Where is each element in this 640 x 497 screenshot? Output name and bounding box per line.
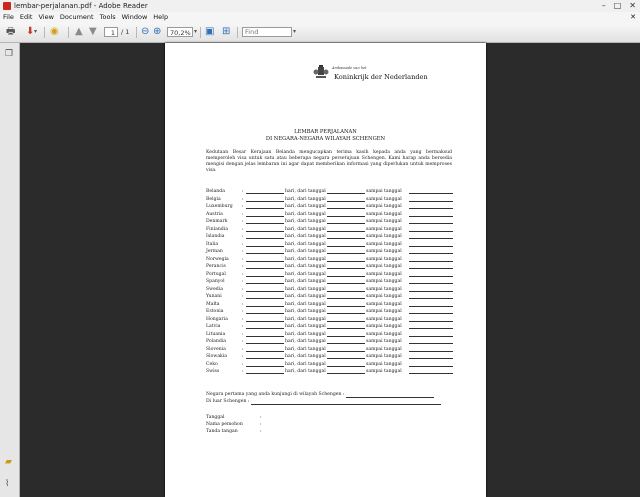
- country-name: Ceko: [206, 361, 218, 367]
- days-field: [246, 321, 284, 322]
- until-label: sampai tanggal: [366, 339, 402, 344]
- until-date-field: [409, 373, 453, 374]
- country-row: [206, 248, 456, 255]
- from-date-field: [327, 253, 365, 254]
- country-colon: :: [242, 324, 244, 329]
- until-date-field: [409, 216, 453, 217]
- country-colon: :: [242, 361, 244, 367]
- until-label: sampai tanggal: [366, 189, 402, 194]
- days-label: hari, dari tanggal: [285, 369, 326, 374]
- country-row: [206, 353, 456, 360]
- from-date-field: [327, 321, 365, 322]
- country-name: Denmark: [206, 219, 228, 224]
- zoom-in-icon[interactable]: ⊕: [153, 26, 162, 37]
- from-date-field: [327, 246, 365, 247]
- toolbar-separator: [68, 27, 69, 38]
- days-label: hari, dari tanggal: [285, 301, 326, 307]
- from-date-field: [327, 351, 365, 352]
- comment-icon[interactable]: ▰: [5, 457, 12, 467]
- days-field: [246, 201, 284, 202]
- until-date-field: [409, 351, 453, 352]
- pages-icon[interactable]: ❐: [5, 49, 14, 59]
- embassy-subtitle: Ambassade van het: [332, 66, 367, 70]
- signature-sign: Tanda tangan :: [206, 429, 262, 434]
- until-label: sampai tanggal: [366, 234, 402, 239]
- document-subtitle: DI NEGARA-NEGARA WILAYAH SCHENGEN: [265, 136, 386, 142]
- days-label: hari, dari tanggal: [285, 361, 326, 367]
- days-label: hari, dari tanggal: [285, 324, 326, 329]
- signature-label: Tanda tangan: [206, 429, 238, 434]
- attachment-icon[interactable]: ⌇: [5, 479, 10, 489]
- from-date-field: [327, 238, 365, 239]
- days-label: hari, dari tanggal: [285, 219, 326, 224]
- country-colon: :: [242, 256, 244, 262]
- country-colon: :: [242, 301, 244, 307]
- from-date-field: [327, 268, 365, 269]
- days-label: hari, dari tanggal: [285, 354, 326, 359]
- until-date-field: [409, 238, 453, 239]
- until-label: sampai tanggal: [366, 316, 402, 322]
- country-name: Luxemburg: [206, 204, 233, 209]
- until-label: sampai tanggal: [366, 271, 402, 277]
- until-label: sampai tanggal: [366, 241, 402, 247]
- toolbar-separator: [136, 27, 137, 38]
- from-date-field: [327, 261, 365, 262]
- from-date-field: [327, 291, 365, 292]
- document-viewer[interactable]: [20, 43, 640, 497]
- days-label: hari, dari tanggal: [285, 241, 326, 247]
- until-date-field: [409, 313, 453, 314]
- country-name: Spanyol: [206, 279, 225, 284]
- country-row: [206, 226, 456, 233]
- toolbar-separator: [44, 27, 45, 38]
- adobe-reader-icon: [3, 2, 11, 10]
- country-colon: :: [242, 271, 244, 277]
- until-label: sampai tanggal: [366, 331, 402, 337]
- country-colon: :: [242, 234, 244, 239]
- until-date-field: [409, 283, 453, 284]
- until-label: sampai tanggal: [366, 294, 402, 299]
- applicant-name-label: Nama pemohon: [206, 422, 243, 427]
- until-label: sampai tanggal: [366, 324, 402, 329]
- from-date-field: [327, 283, 365, 284]
- days-label: hari, dari tanggal: [285, 204, 326, 209]
- until-label: sampai tanggal: [366, 249, 402, 254]
- days-label: hari, dari tanggal: [285, 249, 326, 254]
- days-label: hari, dari tanggal: [285, 226, 326, 232]
- country-colon: :: [242, 211, 244, 217]
- share-icon[interactable]: ◉: [50, 26, 59, 37]
- from-date-field: [327, 193, 365, 194]
- menu-help[interactable]: Help: [153, 13, 169, 21]
- until-date-field: [409, 306, 453, 307]
- create-pdf-dropdown-icon[interactable]: ▾: [34, 28, 38, 35]
- country-row: [206, 263, 456, 270]
- country-name: Polandia: [206, 339, 226, 344]
- country-colon: :: [242, 294, 244, 299]
- from-date-field: [327, 373, 365, 374]
- days-field: [246, 268, 284, 269]
- days-field: [246, 253, 284, 254]
- days-field: [246, 351, 284, 352]
- country-name: Norwegia: [206, 256, 229, 262]
- days-label: hari, dari tanggal: [285, 331, 326, 337]
- from-date-field: [327, 328, 365, 329]
- days-field: [246, 373, 284, 374]
- country-row: [206, 368, 456, 375]
- country-row: [206, 331, 456, 338]
- zoom-level-select[interactable]: 70,2%: [167, 27, 193, 37]
- days-label: hari, dari tanggal: [285, 189, 326, 194]
- country-name: Malta: [206, 301, 220, 307]
- from-date-field: [327, 276, 365, 277]
- from-date-field: [327, 343, 365, 344]
- country-row: [206, 211, 456, 218]
- window-title: lembar-perjalanan.pdf - Adobe Reader: [14, 2, 148, 10]
- days-label: hari, dari tanggal: [285, 271, 326, 277]
- days-label: hari, dari tanggal: [285, 309, 326, 314]
- country-row: [206, 241, 456, 248]
- country-row: [206, 316, 456, 323]
- country-colon: :: [242, 354, 244, 359]
- days-label: hari, dari tanggal: [285, 234, 326, 239]
- coat-of-arms-icon: [313, 64, 329, 80]
- until-date-field: [409, 268, 453, 269]
- days-label: hari, dari tanggal: [285, 264, 326, 269]
- previous-page-icon[interactable]: ▲: [75, 26, 83, 37]
- days-label: hari, dari tanggal: [285, 279, 326, 284]
- until-date-field: [409, 193, 453, 194]
- days-field: [246, 343, 284, 344]
- until-label: sampai tanggal: [366, 369, 402, 374]
- country-colon: :: [242, 204, 244, 209]
- from-date-field: [327, 366, 365, 367]
- country-colon: :: [242, 346, 244, 352]
- outside-schengen-label: Di luar Schengen :: [206, 399, 250, 404]
- next-page-icon[interactable]: ▼: [89, 26, 97, 37]
- from-date-field: [327, 298, 365, 299]
- country-row: [206, 271, 456, 278]
- country-name: Perancis: [206, 264, 226, 269]
- menu-bar: [0, 12, 640, 23]
- days-label: hari, dari tanggal: [285, 346, 326, 352]
- fit-width-icon[interactable]: ⊞: [222, 26, 231, 37]
- days-field: [246, 216, 284, 217]
- date-label: Tanggal: [206, 415, 225, 420]
- days-field: [246, 358, 284, 359]
- menu-tools[interactable]: Tools: [99, 13, 116, 21]
- until-date-field: [409, 366, 453, 367]
- menu-document[interactable]: Document: [59, 13, 94, 21]
- fit-page-icon[interactable]: ▣: [205, 26, 215, 37]
- days-field: [246, 298, 284, 299]
- country-row: [206, 308, 456, 315]
- find-input[interactable]: [242, 27, 292, 37]
- toolbar: [0, 23, 640, 43]
- window-controls: [602, 0, 636, 12]
- country-name: Portugal: [206, 271, 226, 277]
- country-name: Yunani: [206, 294, 222, 299]
- until-date-field: [409, 261, 453, 262]
- page-total: / 1: [121, 28, 130, 36]
- country-name: Swedia: [206, 286, 223, 292]
- until-date-field: [409, 336, 453, 337]
- country-name: Jerman: [206, 249, 223, 254]
- country-row: [206, 196, 456, 203]
- days-label: hari, dari tanggal: [285, 196, 326, 202]
- days-field: [246, 223, 284, 224]
- until-label: sampai tanggal: [366, 264, 402, 269]
- until-date-field: [409, 253, 453, 254]
- country-name: Lituania: [206, 331, 226, 337]
- country-row: [206, 301, 456, 308]
- country-name: Hongaria: [206, 316, 228, 322]
- days-field: [246, 291, 284, 292]
- from-date-field: [327, 336, 365, 337]
- until-date-field: [409, 223, 453, 224]
- days-field: [246, 336, 284, 337]
- first-country-line: [206, 391, 434, 398]
- country-name: Belgia: [206, 196, 221, 202]
- from-date-field: [327, 216, 365, 217]
- print-icon[interactable]: 🖶: [6, 26, 16, 37]
- country-colon: :: [242, 286, 244, 292]
- country-colon: :: [242, 316, 244, 322]
- find-dropdown-icon[interactable]: ▾: [293, 28, 297, 35]
- days-field: [246, 246, 284, 247]
- country-name: Swiss: [206, 369, 220, 374]
- menu-window[interactable]: Window: [121, 13, 148, 21]
- until-date-field: [409, 231, 453, 232]
- days-label: hari, dari tanggal: [285, 339, 326, 344]
- until-label: sampai tanggal: [366, 354, 402, 359]
- until-date-field: [409, 201, 453, 202]
- days-field: [246, 231, 284, 232]
- country-colon: :: [242, 249, 244, 254]
- from-date-field: [327, 313, 365, 314]
- menu-view[interactable]: View: [38, 13, 54, 21]
- days-label: hari, dari tanggal: [285, 316, 326, 322]
- signature-date: Tanggal :: [206, 415, 262, 420]
- from-date-field: [327, 223, 365, 224]
- country-row: [206, 323, 456, 330]
- until-label: sampai tanggal: [366, 256, 402, 262]
- country-name: Italia: [206, 241, 219, 247]
- until-date-field: [409, 321, 453, 322]
- country-colon: :: [242, 264, 244, 269]
- embassy-name: Koninkrijk der Nederlanden: [334, 73, 428, 81]
- from-date-field: [327, 306, 365, 307]
- days-field: [246, 366, 284, 367]
- until-label: sampai tanggal: [366, 309, 402, 314]
- until-date-field: [409, 291, 453, 292]
- until-date-field: [409, 276, 453, 277]
- country-colon: :: [242, 241, 244, 247]
- country-colon: :: [242, 189, 244, 194]
- outside-schengen-field: [251, 399, 441, 405]
- country-name: Austria: [206, 211, 223, 217]
- country-name: Slowakia: [206, 354, 228, 359]
- toolbar-separator: [200, 27, 201, 38]
- from-date-field: [327, 208, 365, 209]
- create-pdf-icon[interactable]: ⬇: [26, 26, 35, 37]
- country-colon: :: [242, 331, 244, 337]
- until-date-field: [409, 298, 453, 299]
- until-label: sampai tanggal: [366, 204, 402, 209]
- zoom-dropdown-icon[interactable]: ▾: [194, 28, 198, 35]
- country-row: [206, 361, 456, 368]
- from-date-field: [327, 201, 365, 202]
- until-label: sampai tanggal: [366, 279, 402, 284]
- until-date-field: [409, 343, 453, 344]
- country-row: [206, 286, 456, 293]
- days-field: [246, 283, 284, 284]
- until-date-field: [409, 358, 453, 359]
- page-number-input[interactable]: 1: [104, 27, 118, 37]
- country-colon: :: [242, 279, 244, 284]
- days-label: hari, dari tanggal: [285, 294, 326, 299]
- country-colon: :: [242, 196, 244, 202]
- until-label: sampai tanggal: [366, 211, 402, 217]
- country-name: Islandia: [206, 234, 225, 239]
- country-row: [206, 233, 456, 240]
- until-date-field: [409, 328, 453, 329]
- document-title: LEMBAR PERJALANAN: [294, 129, 357, 135]
- country-colon: :: [242, 309, 244, 314]
- country-row: [206, 203, 456, 210]
- toolbar-separator: [237, 27, 238, 38]
- country-row: [206, 278, 456, 285]
- country-name: Slovenia: [206, 346, 226, 352]
- until-date-field: [409, 246, 453, 247]
- country-name: Finlandia: [206, 226, 228, 232]
- country-name: Belanda: [206, 189, 225, 194]
- days-field: [246, 261, 284, 262]
- until-date-field: [409, 208, 453, 209]
- days-field: [246, 193, 284, 194]
- until-label: sampai tanggal: [366, 301, 402, 307]
- minimize-icon[interactable]: –: [601, 1, 606, 10]
- pdf-page: [165, 43, 486, 497]
- until-label: sampai tanggal: [366, 196, 402, 202]
- country-colon: :: [242, 219, 244, 224]
- days-label: hari, dari tanggal: [285, 256, 326, 262]
- zoom-out-icon[interactable]: ⊖: [141, 26, 150, 37]
- country-name: Latvia: [206, 324, 221, 329]
- document-close-icon[interactable]: ✕: [630, 13, 636, 21]
- country-colon: :: [242, 226, 244, 232]
- until-label: sampai tanggal: [366, 226, 402, 232]
- country-colon: :: [242, 369, 244, 374]
- menu-file[interactable]: File: [3, 13, 14, 21]
- maximize-icon[interactable]: □: [613, 1, 622, 10]
- days-field: [246, 313, 284, 314]
- country-colon: :: [242, 339, 244, 344]
- until-label: sampai tanggal: [366, 361, 402, 367]
- days-label: hari, dari tanggal: [285, 286, 326, 292]
- country-row: [206, 256, 456, 263]
- until-label: sampai tanggal: [366, 286, 402, 292]
- country-row: [206, 218, 456, 225]
- days-field: [246, 328, 284, 329]
- days-field: [246, 238, 284, 239]
- first-country-label: Negara pertama yang anda kunjungi di wilayah Schengen :: [206, 392, 345, 397]
- country-row: [206, 338, 456, 345]
- until-label: sampai tanggal: [366, 219, 402, 224]
- from-date-field: [327, 358, 365, 359]
- until-label: sampai tanggal: [366, 346, 402, 352]
- outside-schengen-line: [206, 398, 441, 405]
- country-row: [206, 293, 456, 300]
- intro-paragraph: Kedutaan Besar Kerajaan Belanda mengucapkan terima kasih kepada anda yang bermaksud memperoleh visa untuk satu atau beberapa negara persetujuan Schengen. Kami harap anda bersedia mengisi dengan jelas lembaran ini agar dapat memberikan informasi yang diperlukan untuk memproses visa.: [206, 150, 452, 173]
- navigation-pane: [0, 43, 20, 497]
- country-name: Estonia: [206, 309, 224, 314]
- country-row: [206, 188, 456, 195]
- days-label: hari, dari tanggal: [285, 211, 326, 217]
- signature-name: Nama pemohon :: [206, 422, 262, 427]
- close-icon[interactable]: ✕: [629, 1, 636, 10]
- menu-edit[interactable]: Edit: [19, 13, 33, 21]
- days-field: [246, 306, 284, 307]
- days-field: [246, 208, 284, 209]
- from-date-field: [327, 231, 365, 232]
- days-field: [246, 276, 284, 277]
- country-row: [206, 346, 456, 353]
